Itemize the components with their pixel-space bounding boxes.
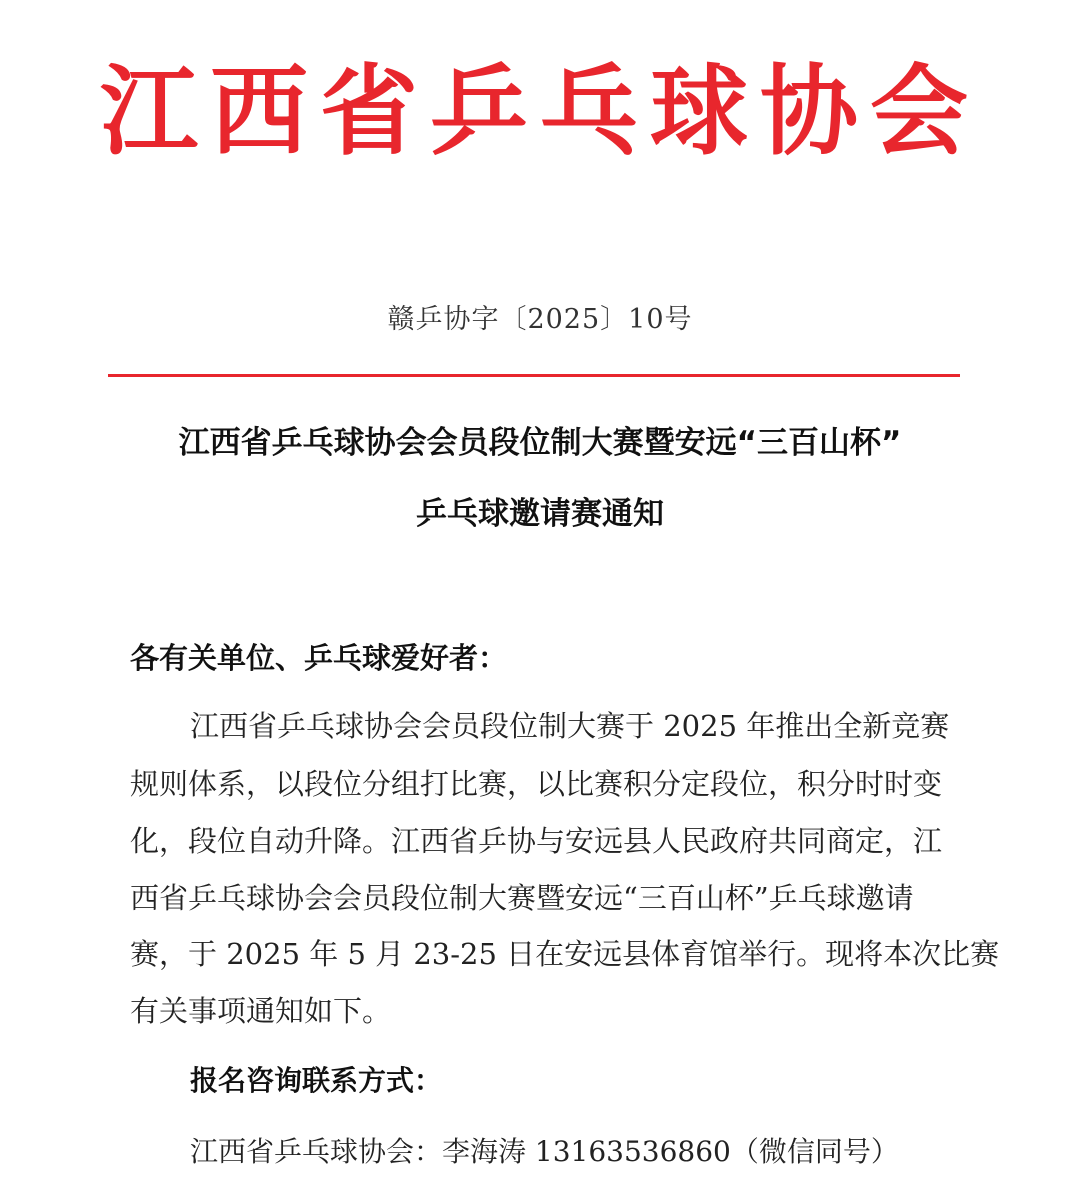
body-paragraph-line: 规则体系，以段位分组打比赛，以比赛积分定段位，积分时时变: [130, 767, 943, 801]
body-paragraph-line: 西省乒乓球协会会员段位制大赛暨安远“三百山杯”乒乓球邀请: [130, 881, 914, 915]
notice-title-line-2: 乒乓球邀请赛通知: [416, 496, 664, 532]
body-paragraph-line: 化，段位自动升降。江西省乒协与安远县人民政府共同商定，江: [130, 824, 943, 858]
red-divider-line: [108, 374, 960, 377]
notice-title-line-1: 江西省乒乓球协会会员段位制大赛暨安远“三百山杯”: [178, 425, 902, 461]
body-paragraph-line: 有关事项通知如下。: [130, 994, 392, 1028]
document-number: 赣乒协字〔2025〕10号: [387, 304, 693, 335]
issuing-organization-header: 江西省乒乓球协会: [99, 55, 980, 169]
contact-heading: 报名咨询联系方式：: [190, 1064, 443, 1097]
body-paragraph-line: 赛，于 2025 年 5 月 23-25 日在安远县体育馆举行。现将本次比赛: [130, 937, 1000, 971]
contact-info: 江西省乒乓球协会：李海涛 13163536860（微信同号）: [190, 1135, 899, 1168]
body-paragraph-line: 江西省乒乓球协会会员段位制大赛于 2025 年推出全新竞赛: [190, 709, 950, 743]
salutation: 各有关单位、乒乓球爱好者：: [130, 641, 508, 675]
